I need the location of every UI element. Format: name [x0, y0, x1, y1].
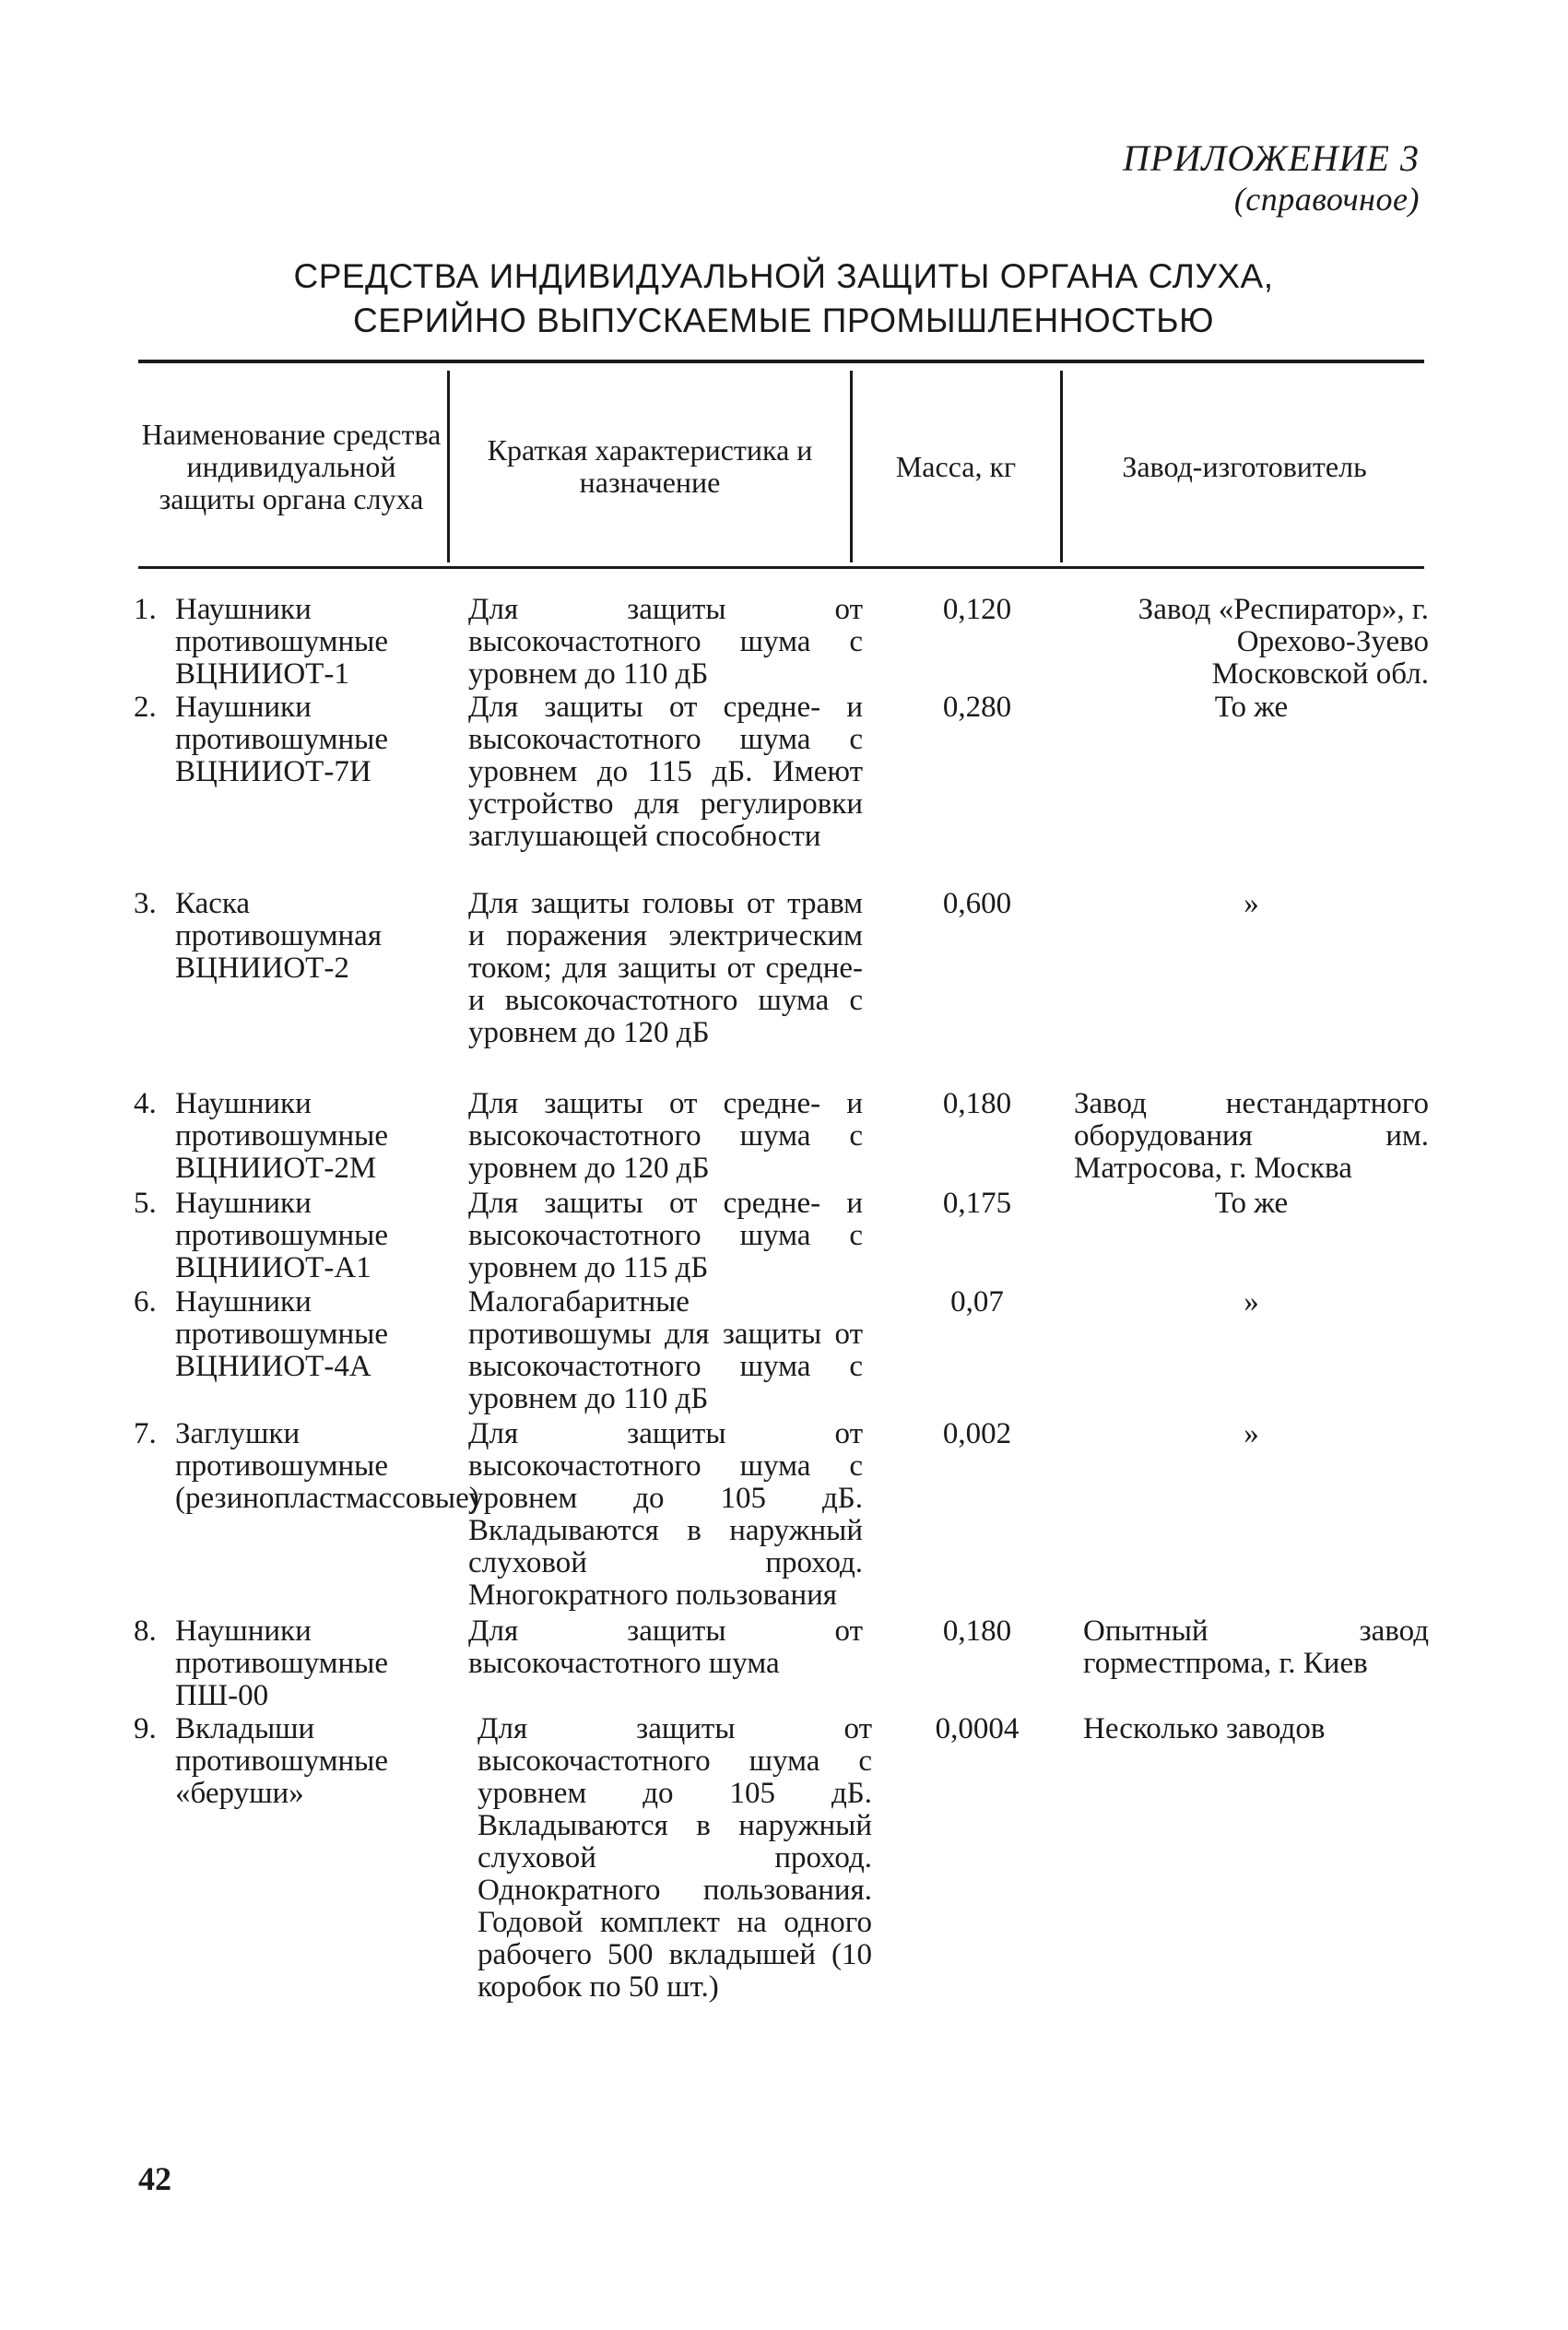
title-line-1: СРЕДСТВА ИНДИВИДУАЛЬНОЙ ЗАЩИТЫ ОРГАНА СЛУХА, [293, 257, 1274, 295]
item-number: 8. [134, 1614, 157, 1648]
item-manufacturer: То же [1214, 1187, 1289, 1220]
item-name [134, 1615, 438, 1712]
item-name [134, 594, 438, 691]
item-name-text: Вкладыши противошумные «беруши» [175, 1712, 388, 1810]
table-header-rule [138, 566, 1424, 569]
item-manufacturer: То же [1214, 691, 1289, 724]
item-number: 3. [134, 887, 157, 920]
item-number: 6. [134, 1285, 157, 1319]
item-description: Малогабаритные противошумы для защиты от высокочастотного шума с уровнем до 110 дБ [468, 1285, 863, 1415]
item-name [134, 1188, 438, 1284]
item-number: 5. [134, 1187, 157, 1220]
header-divider [447, 371, 450, 562]
header-divider [850, 371, 853, 562]
item-name-text: Заглушки противошумные (резинопластмассовые) [175, 1417, 479, 1515]
item-name-text: Наушники противошумные ПШ-00 [175, 1614, 388, 1712]
item-mass: 0,0004 [935, 1712, 1020, 1745]
item-name-text: Наушники противошумные ВЦНИИОТ-А1 [175, 1187, 388, 1284]
appendix-note: (справочное) [1233, 181, 1420, 218]
item-name [134, 1286, 438, 1383]
item-name-text: Наушники противошумные ВЦНИИОТ-1 [175, 593, 388, 691]
item-number: 9. [134, 1712, 157, 1745]
item-name [134, 1417, 479, 1515]
item-description: Для защиты от высокочастотного шума с уровнем до 105 дБ. Вкладываются в наружный слуховой проход. Многократного пользования [468, 1417, 863, 1612]
item-description: Для защиты от средне- и высокочастотного шума с уровнем до 115 дБ. Имеют устройство для регулировки заглушающей способности [468, 691, 863, 853]
item-mass: 0,180 [942, 1614, 1012, 1648]
item-manufacturer: » [1244, 887, 1259, 920]
item-description: Для защиты от высокочастотного шума с уровнем до 110 дБ [468, 593, 863, 691]
item-manufacturer: Несколько заводов [1083, 1712, 1326, 1745]
item-manufacturer: Опытный завод горместпрома, г. Киев [1083, 1614, 1429, 1680]
table-top-rule [138, 360, 1424, 363]
item-description: Для защиты от средне- и высокочастотного шума с уровнем до 120 дБ [468, 1087, 863, 1185]
item-description: Для защиты от высокочастотного шума [468, 1614, 863, 1680]
appendix-title: ПРИЛОЖЕНИЕ 3 [1123, 137, 1420, 179]
appendix-label [977, 138, 1420, 219]
title-line-2: СЕРИЙНО ВЫПУСКАЕМЫЕ ПРОМЫШЛЕННОСТЬЮ [353, 302, 1214, 339]
item-number: 4. [134, 1087, 157, 1120]
page-number: 42 [138, 2160, 171, 2197]
item-description: Для защиты головы от травм и поражения электрическим током; для защиты от средне- и высокочастотного шума с уровнем до 120 дБ [468, 887, 863, 1049]
header-manufacturer: Завод-изготовитель [1122, 449, 1367, 483]
header-mass: Масса, кг [895, 449, 1017, 483]
item-name-text: Наушники противошумные ВЦНИИОТ-4А [175, 1285, 388, 1383]
item-description: Для защиты от средне- и высокочастотного шума с уровнем до 115 дБ [468, 1187, 863, 1284]
item-mass: 0,180 [942, 1087, 1012, 1120]
item-number: 1. [134, 593, 157, 626]
item-mass: 0,600 [942, 887, 1012, 920]
item-name [134, 1088, 438, 1185]
item-manufacturer: » [1244, 1417, 1259, 1450]
item-name-text: Наушники противошумные ВЦНИИОТ-7И [175, 691, 388, 788]
item-manufacturer: » [1244, 1285, 1259, 1319]
item-number: 2. [134, 691, 157, 724]
item-name [134, 888, 438, 985]
item-name [134, 692, 438, 788]
item-mass: 0,07 [950, 1285, 1004, 1319]
item-name-text: Наушники противошумные ВЦНИИОТ-2М [175, 1087, 388, 1185]
header-divider [1060, 371, 1063, 562]
item-manufacturer: Завод «Респиратор», г. Орехово-Зуево Московской обл. [1138, 593, 1429, 691]
item-description: Для защиты от высокочастотного шума с уровнем до 105 дБ. Вкладываются в наружный слуховой проход. Однократного пользования. Годовой комплект на одного рабочего 500 вкладышей (10 коробок по 50 шт.) [477, 1712, 872, 2004]
header-name: Наименование средства индивидуальной защиты органа слуха [141, 417, 442, 515]
item-mass: 0,002 [942, 1417, 1012, 1450]
item-name-text: Каска противошумная ВЦНИИОТ-2 [175, 887, 383, 985]
item-mass: 0,175 [942, 1187, 1012, 1220]
page-title [138, 254, 1429, 343]
item-manufacturer: Завод нестандартного оборудования им. Матросова, г. Москва [1074, 1087, 1429, 1185]
header-description: Краткая характеристика и назначение [487, 433, 813, 499]
item-name [134, 1713, 438, 1810]
item-number: 7. [134, 1417, 157, 1450]
item-mass: 0,280 [942, 691, 1012, 724]
item-mass: 0,120 [942, 593, 1012, 626]
